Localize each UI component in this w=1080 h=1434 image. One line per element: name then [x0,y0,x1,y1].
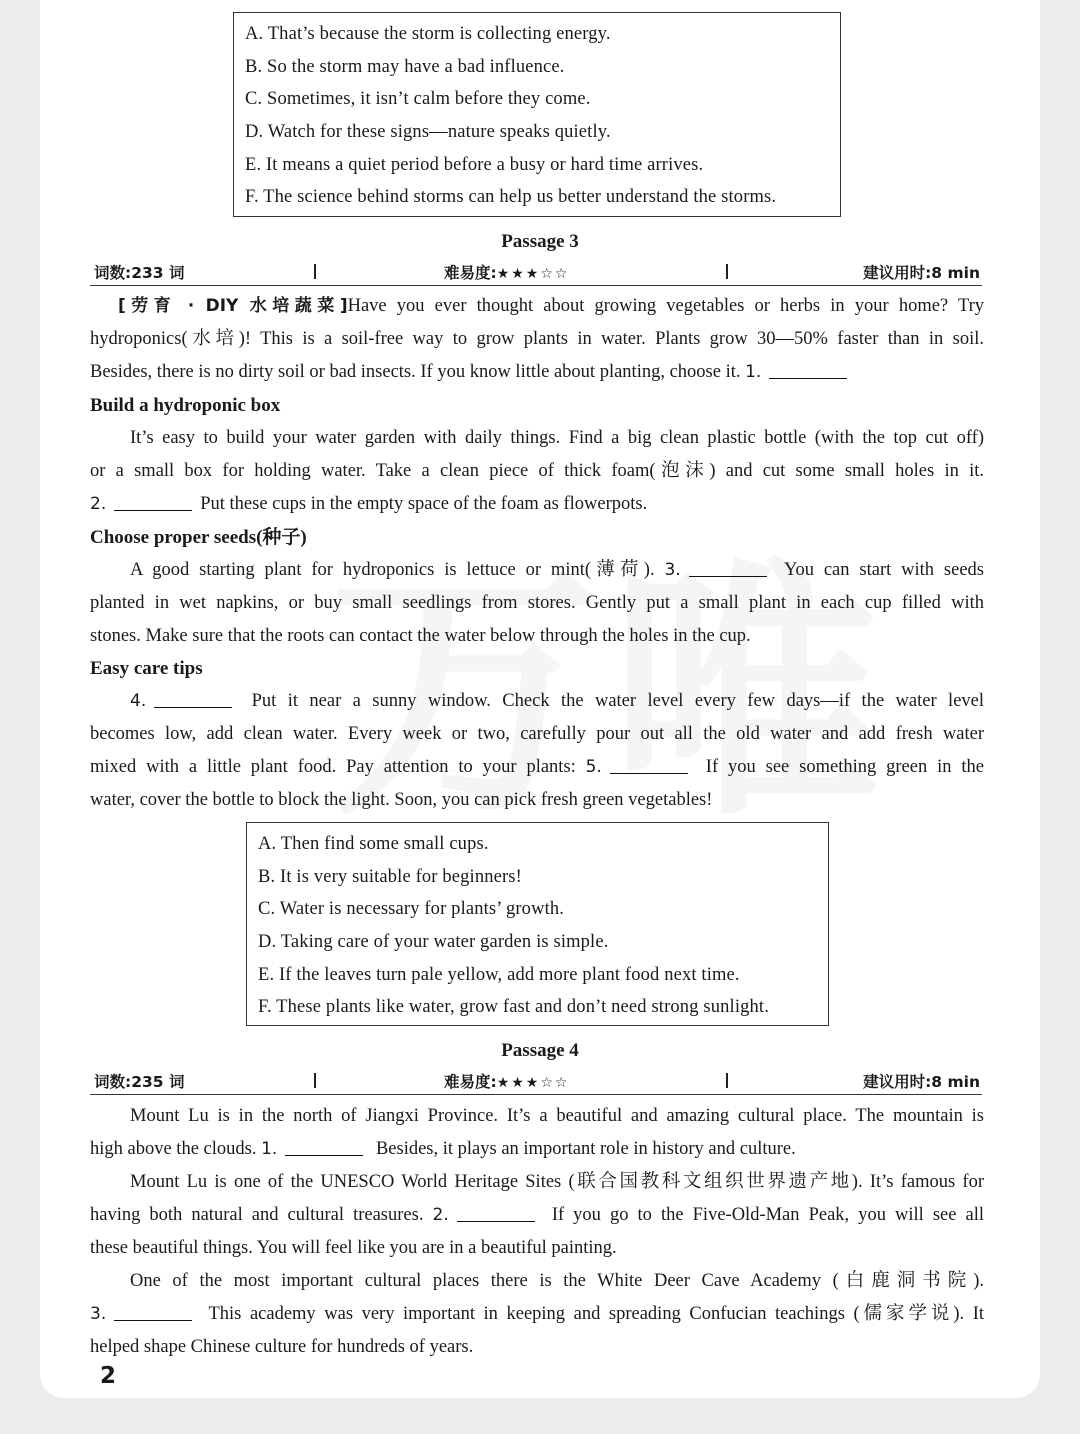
p4-para3-line3: helped shape Chinese culture for hundreds of years. [90,1337,474,1357]
meta-divider [314,264,316,279]
p3-para4-line2: becomes low, add clean water. Every week or two, carefully pour out all the old water and add fresh water [90,724,984,744]
blank-1-number: 1. [745,362,762,382]
p4-para3-line2: 3. This academy was very important in keeping and spreading Confucian teachings (儒家学说). It [90,1304,984,1324]
heading-choose-seeds: Choose proper seeds(种子) [90,527,307,548]
heading-care-tips: Easy care tips [90,658,203,679]
blank-4-number: 4. [130,691,147,711]
blank-2[interactable] [114,492,192,511]
p3-para2-line3: 2. Put these cups in the empty space of the foam as flowerpots. [90,494,648,514]
suggested-time: 建议用时:8 min [863,264,980,282]
p4-para1-line1: Mount Lu is in the north of Jiangxi Province. It’s a beautiful and amazing cultural place. The mountain is [130,1106,984,1126]
suggested-time: 建议用时:8 min [863,1073,980,1091]
options-box-1 [233,12,841,217]
difficulty-stars: ★★★☆☆ [496,1075,570,1091]
passage-4-meta [90,1070,982,1095]
blank-2-number: 2. [90,494,107,514]
topic-tag: [劳育 · DIY 水培蔬菜] [118,296,348,316]
option-e: E. It means a quiet period before a busy or hard time arrives. [245,154,704,175]
p3-para3-line3: stones. Make sure that the roots can contact the water below through the holes in the cup. [90,626,751,646]
p3-para4-line4: water, cover the bottle to block the light. Soon, you can pick fresh green vegetables! [90,790,713,810]
page-number: 2 [100,1363,117,1389]
p4-para2-line1: Mount Lu is one of the UNESCO World Heritage Sites (联合国教科文组织世界遗产地). It’s famous for [130,1172,984,1192]
p3-para3-line2: planted in wet napkins, or buy small seedlings from stores. Gently put a small plant in each cup filled with [90,593,984,613]
blank-2[interactable] [457,1203,535,1222]
option-f: F. These plants like water, grow fast and don’t need strong sunlight. [258,997,769,1018]
meta-divider [314,1073,316,1088]
option-c: C. Sometimes, it isn’t calm before they come. [245,89,591,110]
p3-para1-line3: Besides, there is no dirty soil or bad insects. If you know little about planting, choose it. 1. [90,356,984,389]
p3-para3-line1: A good starting plant for hydroponics is lettuce or mint(薄荷). 3. You can start with seeds [130,560,984,580]
word-count: 词数:235 词 [94,1073,185,1091]
passage-3-title: Passage 3 [501,231,579,252]
p3-para2-line1: It’s easy to build your water garden with daily things. Find a big clean plastic bottle (with the top cut off) [130,428,984,448]
blank-2-number: 2. [432,1205,449,1225]
p4-para3-line1: One of the most important cultural places there is the White Deer Cave Academy (白鹿洞书院). [130,1271,984,1291]
blank-5-number: 5. [585,757,602,777]
difficulty: 难易度:★★★☆☆ [444,1073,570,1091]
passage-3-meta [90,261,982,286]
p4-para2-line3: these beautiful things. You will feel like you are in a beautiful painting. [90,1238,617,1258]
p3-para1-line1: [劳育 · DIY 水培蔬菜]Have you ever thought about growing vegetables or herbs in your home? Try [118,296,984,316]
option-b: B. It is very suitable for beginners! [258,866,522,887]
p3-para1-line2: hydroponics(水培)! This is a soil-free way to grow plants in water. Plants grow 30—50% faster than in soil. [90,329,984,349]
option-e: E. If the leaves turn pale yellow, add more plant food next time. [258,964,740,985]
p4-para2-line2: having both natural and cultural treasures. 2. If you go to the Five-Old-Man Peak, you will see all [90,1205,985,1225]
blank-3-number: 3. [664,560,681,580]
blank-1-number: 1. [261,1139,278,1159]
meta-divider [726,1073,728,1088]
option-a: A. That’s because the storm is collecting energy. [245,24,611,44]
word-count: 词数:233 词 [94,264,185,282]
option-d: D. Taking care of your water garden is simple. [258,932,609,953]
blank-3[interactable] [689,558,767,577]
option-d: D. Watch for these signs—nature speaks quietly. [245,122,611,143]
blank-3-number: 3. [90,1304,107,1324]
p3-para2-line2: or a small box for holding water. Take a clean piece of thick foam(泡沫) and cut some small holes in it. [90,461,984,481]
p4-para1-line2: high above the clouds. 1. Besides, it plays an important role in history and culture. [90,1139,796,1159]
blank-5[interactable] [610,755,688,774]
option-c: C. Water is necessary for plants’ growth. [258,899,565,920]
p3-para4-line3: mixed with a little plant food. Pay attention to your plants: 5. If you see something green in the [90,757,984,777]
blank-1[interactable] [285,1137,363,1156]
option-b: B. So the storm may have a bad influence. [245,56,565,77]
blank-4[interactable] [154,689,232,708]
passage-4-title: Passage 4 [501,1040,579,1061]
difficulty: 难易度:★★★☆☆ [444,264,570,282]
p3-para4-line1: 4. Put it near a sunny window. Check the water level every few days—if the water level [130,691,985,711]
difficulty-stars: ★★★☆☆ [496,266,570,282]
option-f: F. The science behind storms can help us better understand the storms. [245,187,777,208]
heading-build-box: Build a hydroponic box [90,395,281,416]
meta-divider [726,264,728,279]
option-a: A. Then find some small cups. [258,834,489,854]
blank-3[interactable] [114,1302,192,1321]
blank-1[interactable] [769,360,847,379]
options-box-2 [246,822,829,1026]
